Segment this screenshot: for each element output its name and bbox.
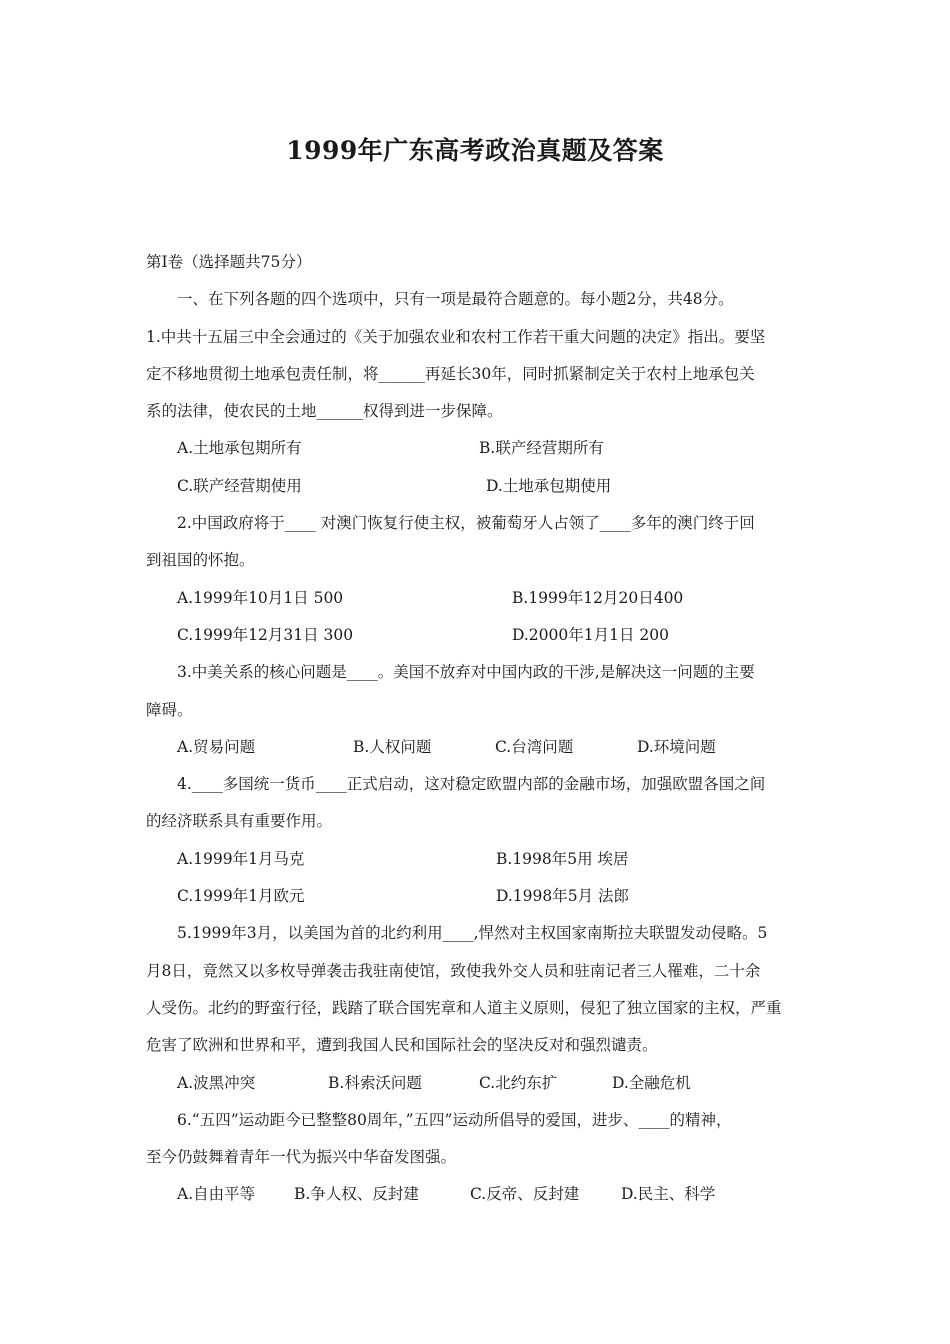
question-1-text: 系的法律，使农民的土地______权得到进一步保障。 [146,402,503,421]
question-3-text: 3.中美关系的核心问题是____。美国不放弃对中国内政的干涉,是解决这一问题的主要 [177,663,755,682]
question-6-options-row [146,1176,812,1213]
option-c: C.1999年12月31日 300 [177,625,354,644]
question-5-text: 人受伤。北约的野蛮行径，践踏了联合国宪章和人道主义原则，侵犯了独立国家的主权，严重 [146,998,782,1017]
section-heading: 第Ⅰ卷（选择题共75分） [146,253,312,271]
option-a: A.1999年1月马克 [177,849,305,868]
question-4-options-row [146,841,812,878]
question-5-text: 月8日，竟然又以多枚导弹袭击我驻南使馆，致使我外交人员和驻南记者三人罹难，二十余 [146,961,761,980]
option-a: A.贸易问题 [177,737,256,756]
question-1-text: 1.中共十五届三中全会通过的《关于加强农业和农村工作若干重大问题的决定》指出。要坚 [146,327,766,346]
question-3-text: 障碍。 [146,700,193,719]
question-2-options-row [146,580,812,617]
question-2-text: 2.中国政府将于____ 对澳门恢复行使主权，被葡萄牙人占领了____多年的澳门终于回 [177,514,755,533]
document-body [146,244,812,1214]
option-b: B.联产经营期所有 [479,439,604,458]
option-a: A.波黑冲突 [177,1073,256,1092]
option-d: D.2000年1月1日 200 [512,625,669,644]
option-b: B.科索沃问题 [328,1073,422,1092]
question-2-options-row [146,617,812,654]
option-c: C.北约东扩 [479,1073,558,1092]
question-1-text: 定不移地贯彻土地承包责任制，将______再延长30年，同时抓紧制定关于农村上地承包关 [146,364,755,383]
question-5-options-row [146,1065,812,1102]
option-d: D.全融危机 [612,1073,691,1092]
option-d: D.民主、科学 [621,1185,716,1204]
option-c: C.台湾问题 [495,737,574,756]
option-b: B.争人权、反封建 [294,1185,419,1204]
question-2-text: 到祖国的怀抱。 [146,551,255,570]
option-b: B.1999年12月20日400 [512,588,684,607]
instructions: 一、在下列各题的四个选项中，只有一项是最符合题意的。每小题2分，共48分。 [177,290,734,309]
question-4-options-row [146,878,812,915]
option-d: D.环境问题 [637,737,716,756]
page-title: 1999年广东高考政治真题及答案 [286,136,664,165]
option-c: C.1999年1月欧元 [177,887,305,906]
option-a: A.1999年10月1日 500 [177,588,344,607]
question-6-text: 6.“五四”运动距今已整整80周年，”五四”运动所倡导的爱国，进步、____的精神， [177,1110,732,1129]
option-b: B.1998年5用 埃居 [496,849,629,868]
question-4-text: 的经济联系具有重要作用。 [146,812,333,831]
option-c: C.联产经营期使用 [177,476,302,495]
option-d: D.1998年5月 法郎 [496,887,630,906]
option-a: A.土地承包期所有 [177,439,302,458]
option-b: B.人权问题 [353,737,432,756]
option-c: C.反帝、反封建 [470,1185,580,1204]
question-6-text: 至今仍鼓舞着青年一代为振兴中华奋发图强。 [146,1148,457,1167]
question-3-options-row [146,729,812,766]
option-a: A.自由平等 [177,1185,256,1204]
question-1-options-row [146,468,812,505]
question-4-text: 4.____多国统一货币____正式启动，这对稳定欧盟内部的金融市场，加强欧盟各国之间 [177,775,766,794]
question-5-text: 5.1999年3月，以美国为首的北约利用____,悍然对主权国家南斯拉夫联盟发动侵略。5 [177,924,768,943]
question-5-text: 危害了欧洲和世界和平，遭到我国人民和国际社会的坚决反对和强烈谴责。 [146,1036,658,1055]
option-d: D.土地承包期使用 [486,476,612,495]
question-1-options-row [146,430,812,467]
